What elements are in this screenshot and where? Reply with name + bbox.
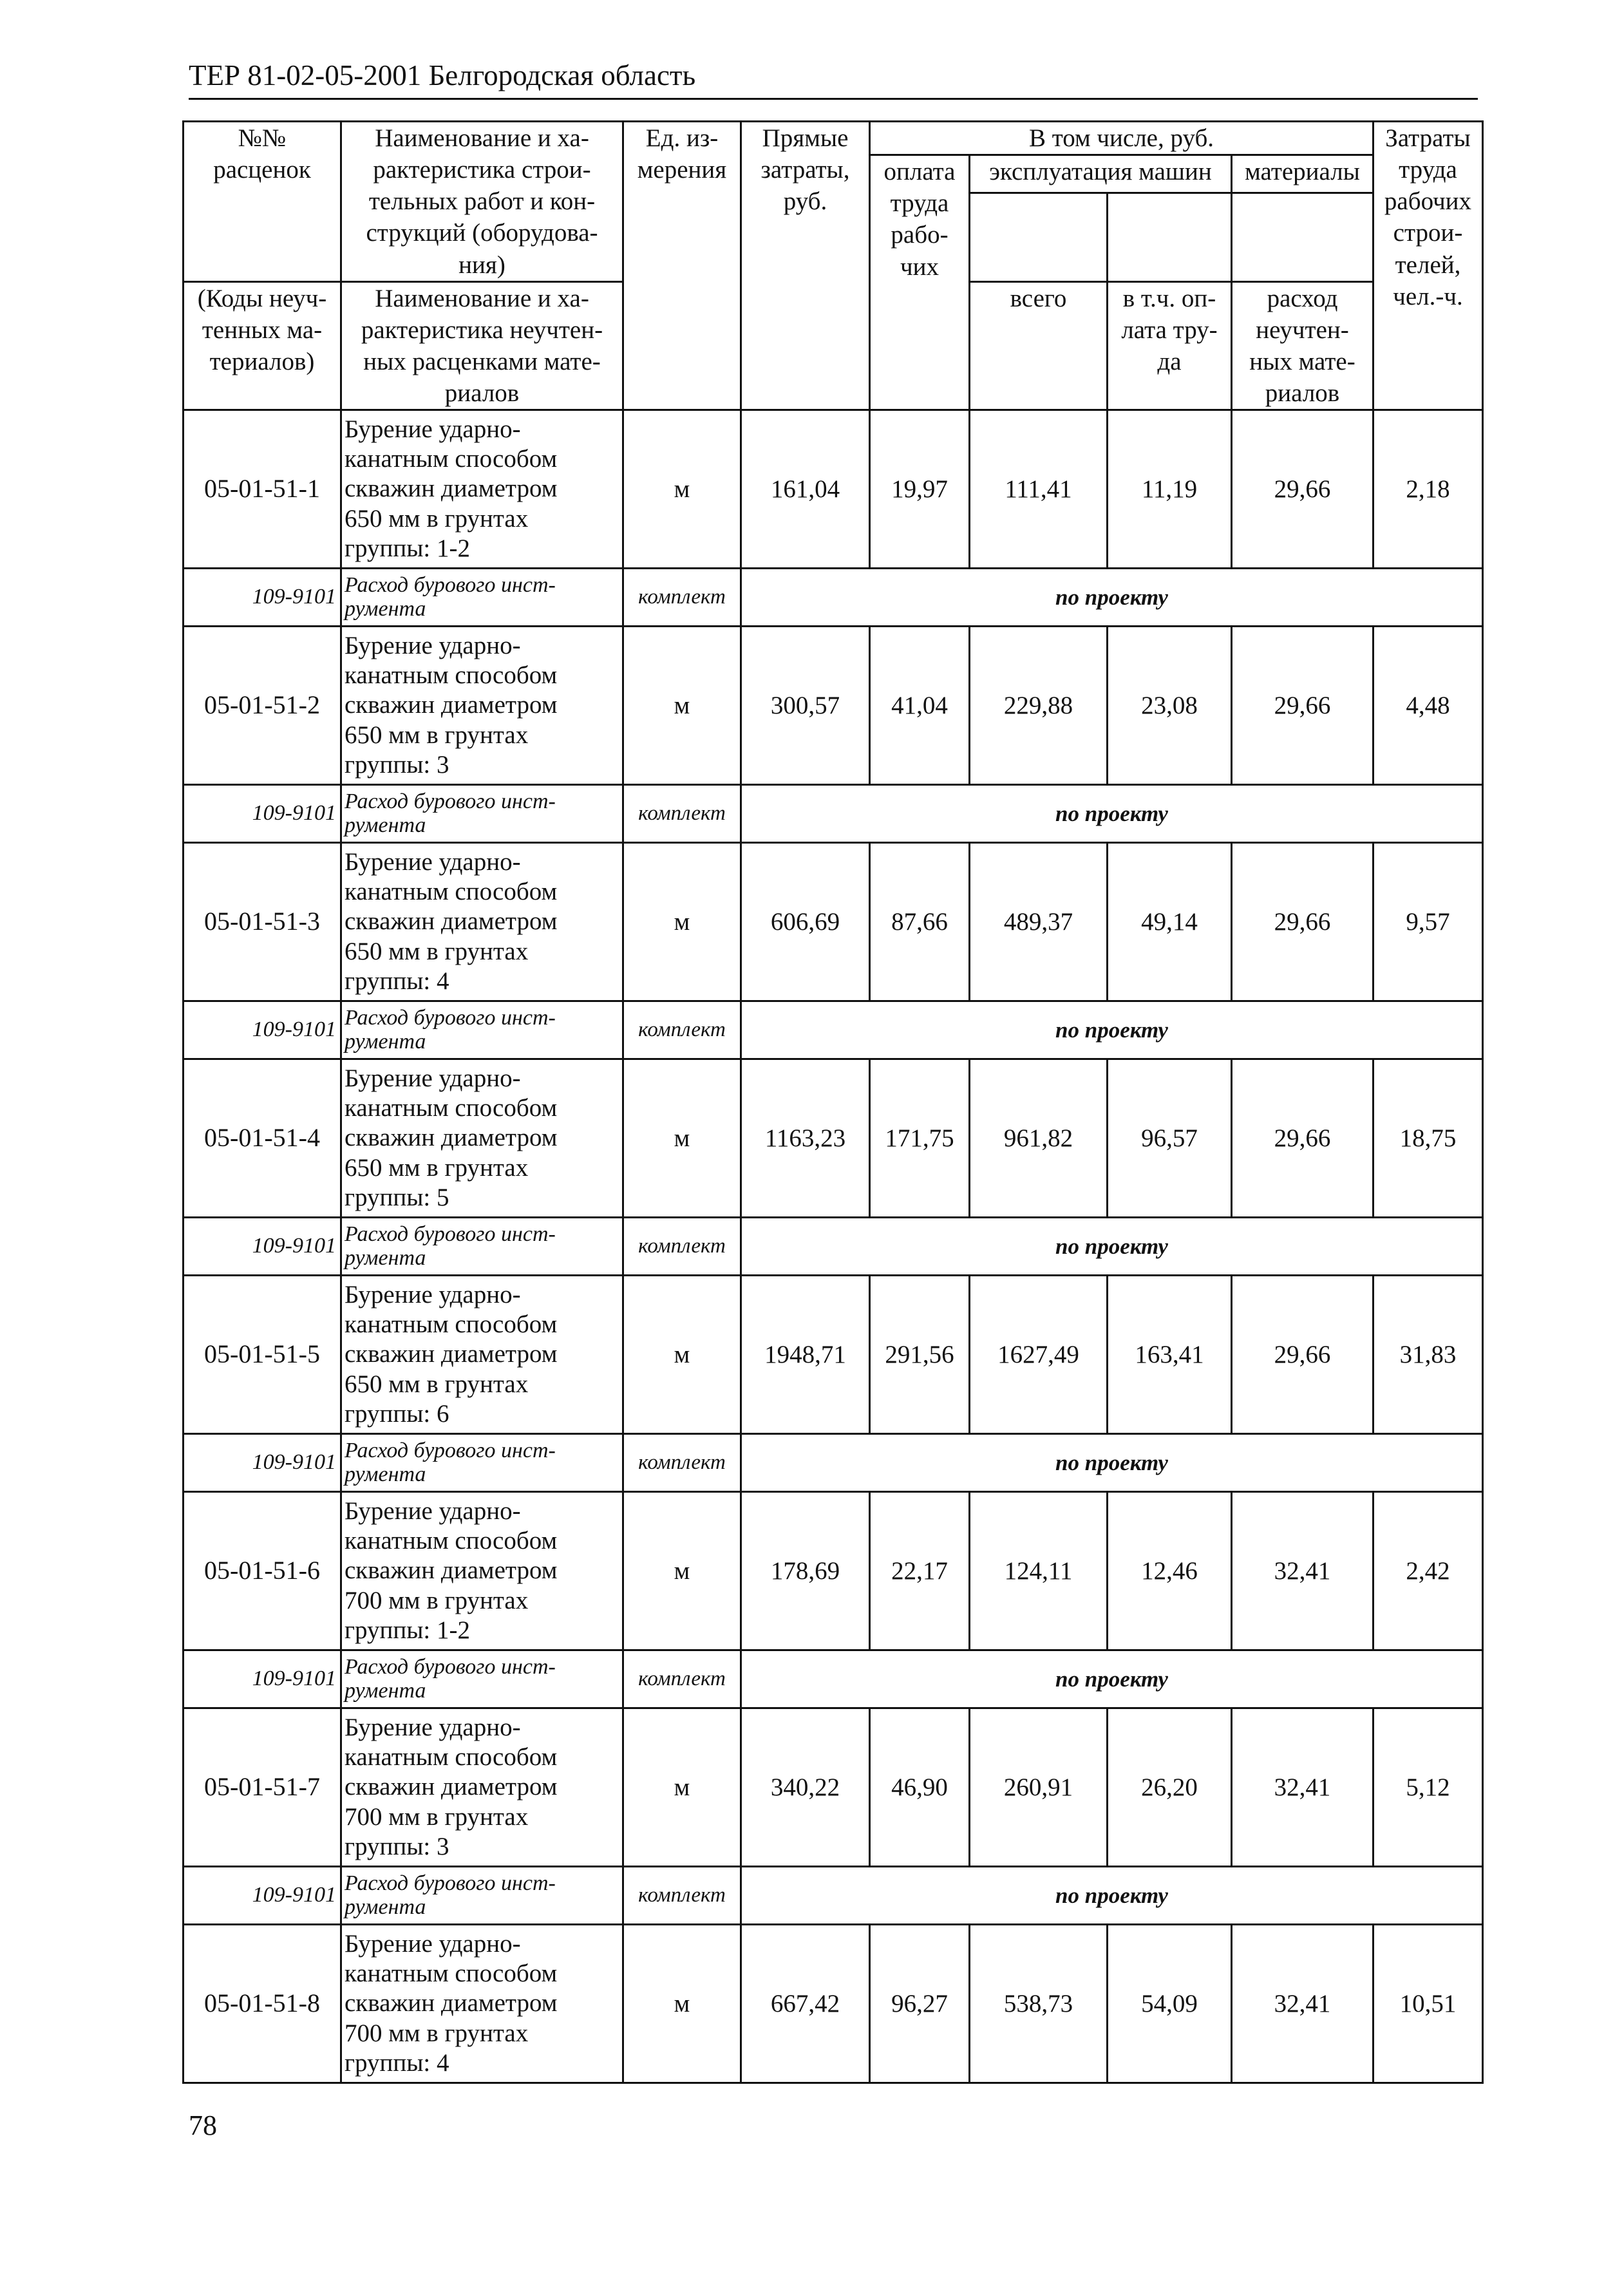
rate-description-line: Бурение ударно- <box>345 631 521 659</box>
rate-machines-wages: 26,20 <box>1108 1708 1232 1867</box>
material-code: 109-9101 <box>184 785 341 843</box>
rate-code: 05-01-51-6 <box>184 1492 341 1650</box>
rate-direct-cost: 606,69 <box>741 843 870 1001</box>
rate-machines-wages: 54,09 <box>1108 1925 1232 2083</box>
rate-row <box>184 410 1483 569</box>
material-name-line: Расход бурового инст- <box>345 1654 556 1679</box>
rate-materials: 32,41 <box>1232 1492 1374 1650</box>
col-labor-header-line-6: чел.-ч. <box>1393 282 1463 310</box>
col-including-header: В том числе, руб. <box>870 122 1374 155</box>
rate-description-line: группы: 4 <box>345 2049 449 2077</box>
material-unit: комплект <box>623 1001 741 1059</box>
rate-worker-wages: 22,17 <box>870 1492 970 1650</box>
rate-description-line: канатным способом <box>345 1960 558 1988</box>
col-unit-header-line-1: Ед. из- <box>645 124 719 152</box>
material-name <box>341 1650 623 1708</box>
col-name-header-line-1: Наименование и ха- <box>375 124 589 152</box>
col-materials-header: материалы <box>1232 155 1374 193</box>
col-name-subheader-line-2: рактеристика неучтен- <box>361 316 603 344</box>
rate-unit: м <box>623 1059 741 1218</box>
rate-description-line: скважин диаметром <box>345 1556 558 1585</box>
rate-description-line: 700 мм в грунтах <box>345 1586 529 1614</box>
rate-unit: м <box>623 1276 741 1434</box>
rate-labor: 4,48 <box>1374 627 1483 785</box>
material-row <box>184 1867 1483 1925</box>
rate-row <box>184 1059 1483 1218</box>
rate-machines-wages: 23,08 <box>1108 627 1232 785</box>
material-row <box>184 569 1483 627</box>
rate-description-line: Бурение ударно- <box>345 1929 521 1958</box>
material-code: 109-9101 <box>184 1001 341 1059</box>
col-direct-header-line-3: руб. <box>783 187 827 216</box>
material-name <box>341 785 623 843</box>
rate-description-line: Бурение ударно- <box>345 1713 521 1741</box>
col-unit-header-line-2: мерения <box>637 156 727 184</box>
rate-machines-total: 111,41 <box>970 410 1108 569</box>
col-materials-subheader-line-4: риалов <box>1265 379 1340 407</box>
rate-materials: 29,66 <box>1232 1059 1374 1218</box>
material-note: по проекту <box>741 1218 1483 1276</box>
rate-labor: 10,51 <box>1374 1925 1483 2083</box>
material-name-line: румента <box>345 1462 426 1486</box>
rate-machines-wages: 163,41 <box>1108 1276 1232 1434</box>
header-empty-cell-1 <box>970 193 1108 281</box>
material-note: по проекту <box>741 569 1483 627</box>
page-number: 78 <box>189 2110 217 2141</box>
rate-description-line: скважин диаметром <box>345 1340 558 1368</box>
material-name-line: Расход бурового инст- <box>345 1871 556 1895</box>
rate-direct-cost: 300,57 <box>741 627 870 785</box>
rate-row <box>184 1492 1483 1650</box>
rate-description-line: Бурение ударно- <box>345 1064 521 1092</box>
rate-labor: 9,57 <box>1374 843 1483 1001</box>
rate-unit: м <box>623 1708 741 1867</box>
rate-worker-wages: 46,90 <box>870 1708 970 1867</box>
rate-description-line: группы: 4 <box>345 967 449 996</box>
col-name-header-line-3: тельных работ и кон- <box>368 187 596 216</box>
material-code: 109-9101 <box>184 1867 341 1925</box>
col-code-header <box>184 122 341 282</box>
rate-description-line: скважин диаметром <box>345 907 558 936</box>
rate-description-line: 650 мм в грунтах <box>345 937 529 965</box>
rate-description-line: Бурение ударно- <box>345 1280 521 1309</box>
col-wages-header <box>870 155 970 410</box>
rate-direct-cost: 667,42 <box>741 1925 870 2083</box>
col-labor-header-line-1: Затраты <box>1385 124 1471 152</box>
rate-description-line: Бурение ударно- <box>345 415 521 443</box>
col-direct-header-line-2: затраты, <box>760 156 850 184</box>
material-name-line: Расход бурового инст- <box>345 1438 556 1462</box>
rate-unit: м <box>623 1492 741 1650</box>
col-materials-subheader-line-2: неучтен- <box>1256 316 1349 344</box>
rate-row <box>184 1925 1483 2083</box>
material-unit: комплект <box>623 1867 741 1925</box>
material-name <box>341 1867 623 1925</box>
page-header: ТЕР 81-02-05-2001 Белгородская область <box>189 61 1478 100</box>
col-unit-header <box>623 122 741 410</box>
rate-description-line: Бурение ударно- <box>345 847 521 876</box>
material-code: 109-9101 <box>184 1650 341 1708</box>
rate-description-line: Бурение ударно- <box>345 1497 521 1525</box>
rate-description-line: канатным способом <box>345 661 558 690</box>
col-labor-header-line-3: рабочих <box>1384 187 1472 216</box>
rate-materials: 29,66 <box>1232 1276 1374 1434</box>
rates-table <box>182 120 1484 2084</box>
material-unit: комплект <box>623 1218 741 1276</box>
col-machines-total-header: всего <box>970 281 1108 410</box>
material-row <box>184 785 1483 843</box>
rate-machines-wages: 12,46 <box>1108 1492 1232 1650</box>
rate-description-line: группы: 1-2 <box>345 1616 470 1645</box>
rate-description-line: 650 мм в грунтах <box>345 504 529 533</box>
rate-worker-wages: 41,04 <box>870 627 970 785</box>
rate-description-line: 650 мм в грунтах <box>345 1370 529 1398</box>
col-wages-header-line-3: рабо- <box>891 221 949 249</box>
rate-unit: м <box>623 1925 741 2083</box>
rate-unit: м <box>623 410 741 569</box>
material-row <box>184 1650 1483 1708</box>
material-code: 109-9101 <box>184 1218 341 1276</box>
col-name-subheader <box>341 281 623 410</box>
col-code-subheader-line-2: тенных ма- <box>202 316 323 344</box>
col-code-header-line-2: расценок <box>213 156 311 184</box>
col-name-header-line-5: ния) <box>458 250 505 279</box>
col-labor-header-line-5: телей, <box>1395 250 1461 279</box>
material-name <box>341 1218 623 1276</box>
rate-code: 05-01-51-8 <box>184 1925 341 2083</box>
material-row <box>184 1001 1483 1059</box>
rate-code: 05-01-51-1 <box>184 410 341 569</box>
rate-description-line: группы: 6 <box>345 1400 449 1428</box>
rate-worker-wages: 291,56 <box>870 1276 970 1434</box>
material-row <box>184 1218 1483 1276</box>
rate-description-line: канатным способом <box>345 445 558 473</box>
rate-description-line: 700 мм в грунтах <box>345 2019 529 2047</box>
rate-description-line: 650 мм в грунтах <box>345 721 529 749</box>
rate-direct-cost: 178,69 <box>741 1492 870 1650</box>
rate-direct-cost: 340,22 <box>741 1708 870 1867</box>
rate-code: 05-01-51-5 <box>184 1276 341 1434</box>
material-note: по проекту <box>741 785 1483 843</box>
rate-row <box>184 1276 1483 1434</box>
material-name-line: Расход бурового инст- <box>345 1222 556 1246</box>
rate-materials: 29,66 <box>1232 410 1374 569</box>
material-unit: комплект <box>623 1434 741 1492</box>
rate-labor: 2,42 <box>1374 1492 1483 1650</box>
material-code: 109-9101 <box>184 1434 341 1492</box>
rate-labor: 18,75 <box>1374 1059 1483 1218</box>
material-row <box>184 1434 1483 1492</box>
material-unit: комплект <box>623 1650 741 1708</box>
col-name-header <box>341 122 623 282</box>
col-wages-header-line-2: труда <box>890 189 949 218</box>
col-machines-wages-header <box>1108 281 1232 410</box>
col-machines-header: эксплуатация машин <box>970 155 1232 193</box>
rate-description <box>341 1276 623 1434</box>
rate-description <box>341 1708 623 1867</box>
col-name-header-line-2: рактеристика строи- <box>373 156 591 184</box>
table-body <box>184 122 1483 2083</box>
rate-direct-cost: 1948,71 <box>741 1276 870 1434</box>
rate-worker-wages: 171,75 <box>870 1059 970 1218</box>
col-direct-header-line-1: Прямые <box>762 124 849 152</box>
rate-machines-total: 538,73 <box>970 1925 1108 2083</box>
rate-materials: 32,41 <box>1232 1925 1374 2083</box>
rate-description <box>341 627 623 785</box>
rate-worker-wages: 19,97 <box>870 410 970 569</box>
material-unit: комплект <box>623 785 741 843</box>
col-code-subheader <box>184 281 341 410</box>
material-note: по проекту <box>741 1001 1483 1059</box>
rate-worker-wages: 96,27 <box>870 1925 970 2083</box>
rate-description <box>341 843 623 1001</box>
rate-materials: 32,41 <box>1232 1708 1374 1867</box>
col-materials-subheader-line-1: расход <box>1267 284 1338 312</box>
rate-code: 05-01-51-4 <box>184 1059 341 1218</box>
col-machines-wages-header-line-2: лата тру- <box>1121 316 1218 344</box>
material-unit: комплект <box>623 569 741 627</box>
rate-row <box>184 627 1483 785</box>
col-wages-header-line-4: чих <box>900 252 939 281</box>
rate-machines-total: 489,37 <box>970 843 1108 1001</box>
rate-labor: 2,18 <box>1374 410 1483 569</box>
rate-description-line: скважин диаметром <box>345 691 558 719</box>
header-empty-cell-3 <box>1232 193 1374 281</box>
rate-description-line: группы: 5 <box>345 1184 449 1212</box>
material-note: по проекту <box>741 1650 1483 1708</box>
material-name-line: румента <box>345 596 426 621</box>
material-name-line: Расход бурового инст- <box>345 572 556 597</box>
rate-machines-wages: 96,57 <box>1108 1059 1232 1218</box>
rate-row <box>184 1708 1483 1867</box>
rate-description-line: скважин диаметром <box>345 1989 558 2017</box>
rate-worker-wages: 87,66 <box>870 843 970 1001</box>
material-name <box>341 1001 623 1059</box>
rate-direct-cost: 161,04 <box>741 410 870 569</box>
col-name-header-line-4: струкций (оборудова- <box>366 219 598 247</box>
material-name-line: румента <box>345 813 426 837</box>
rate-description-line: канатным способом <box>345 878 558 906</box>
material-note: по проекту <box>741 1867 1483 1925</box>
rate-machines-total: 961,82 <box>970 1059 1108 1218</box>
rate-description-line: 650 мм в грунтах <box>345 1153 529 1182</box>
col-name-subheader-line-4: риалов <box>444 379 520 407</box>
rate-row <box>184 843 1483 1001</box>
rate-code: 05-01-51-3 <box>184 843 341 1001</box>
rate-materials: 29,66 <box>1232 843 1374 1001</box>
col-machines-wages-header-line-1: в т.ч. оп- <box>1122 284 1216 312</box>
rate-code: 05-01-51-7 <box>184 1708 341 1867</box>
rate-materials: 29,66 <box>1232 627 1374 785</box>
rate-description-line: канатным способом <box>345 1743 558 1772</box>
col-labor-header <box>1374 122 1483 410</box>
rate-description <box>341 1059 623 1218</box>
col-name-subheader-line-1: Наименование и ха- <box>375 284 589 312</box>
rate-description-line: скважин диаметром <box>345 1773 558 1801</box>
col-materials-subheader-line-3: ных мате- <box>1249 347 1355 375</box>
col-code-subheader-line-3: териалов) <box>209 347 315 375</box>
rate-machines-total: 124,11 <box>970 1492 1108 1650</box>
rate-unit: м <box>623 843 741 1001</box>
material-name <box>341 1434 623 1492</box>
material-name-line: румента <box>345 1894 426 1919</box>
material-name-line: румента <box>345 1678 426 1703</box>
rate-description-line: скважин диаметром <box>345 475 558 503</box>
col-machines-wages-header-line-3: да <box>1157 347 1182 375</box>
rate-description-line: канатным способом <box>345 1310 558 1339</box>
rate-description <box>341 410 623 569</box>
rate-description-line: группы: 1-2 <box>345 534 470 563</box>
col-labor-header-line-4: строи- <box>1393 219 1463 247</box>
rate-description-line: группы: 3 <box>345 1833 449 1861</box>
rate-unit: м <box>623 627 741 785</box>
rate-machines-wages: 49,14 <box>1108 843 1232 1001</box>
header-row-1 <box>184 122 1483 155</box>
material-name-line: румента <box>345 1245 426 1270</box>
rate-description-line: группы: 3 <box>345 751 449 779</box>
material-name-line: Расход бурового инст- <box>345 1005 556 1030</box>
rate-description-line: канатным способом <box>345 1527 558 1555</box>
rate-machines-total: 229,88 <box>970 627 1108 785</box>
rate-machines-total: 1627,49 <box>970 1276 1108 1434</box>
material-name <box>341 569 623 627</box>
col-materials-subheader <box>1232 281 1374 410</box>
col-code-header-line-1: №№ <box>238 124 287 152</box>
rate-labor: 31,83 <box>1374 1276 1483 1434</box>
material-name-line: Расход бурового инст- <box>345 789 556 813</box>
rate-labor: 5,12 <box>1374 1708 1483 1867</box>
material-note: по проекту <box>741 1434 1483 1492</box>
rate-machines-total: 260,91 <box>970 1708 1108 1867</box>
col-direct-header <box>741 122 870 410</box>
rate-description-line: 700 мм в грунтах <box>345 1802 529 1831</box>
rate-direct-cost: 1163,23 <box>741 1059 870 1218</box>
rate-description <box>341 1925 623 2083</box>
col-name-subheader-line-3: ных расценками мате- <box>363 347 601 375</box>
col-wages-header-line-1: оплата <box>883 158 956 186</box>
col-labor-header-line-2: труда <box>1399 156 1457 184</box>
rate-description-line: скважин диаметром <box>345 1124 558 1152</box>
rate-description-line: канатным способом <box>345 1094 558 1122</box>
rate-machines-wages: 11,19 <box>1108 410 1232 569</box>
material-name-line: румента <box>345 1029 426 1053</box>
rate-description <box>341 1492 623 1650</box>
rate-code: 05-01-51-2 <box>184 627 341 785</box>
col-code-subheader-line-1: (Коды неуч- <box>197 284 327 312</box>
header-empty-cell-2 <box>1108 193 1232 281</box>
material-code: 109-9101 <box>184 569 341 627</box>
